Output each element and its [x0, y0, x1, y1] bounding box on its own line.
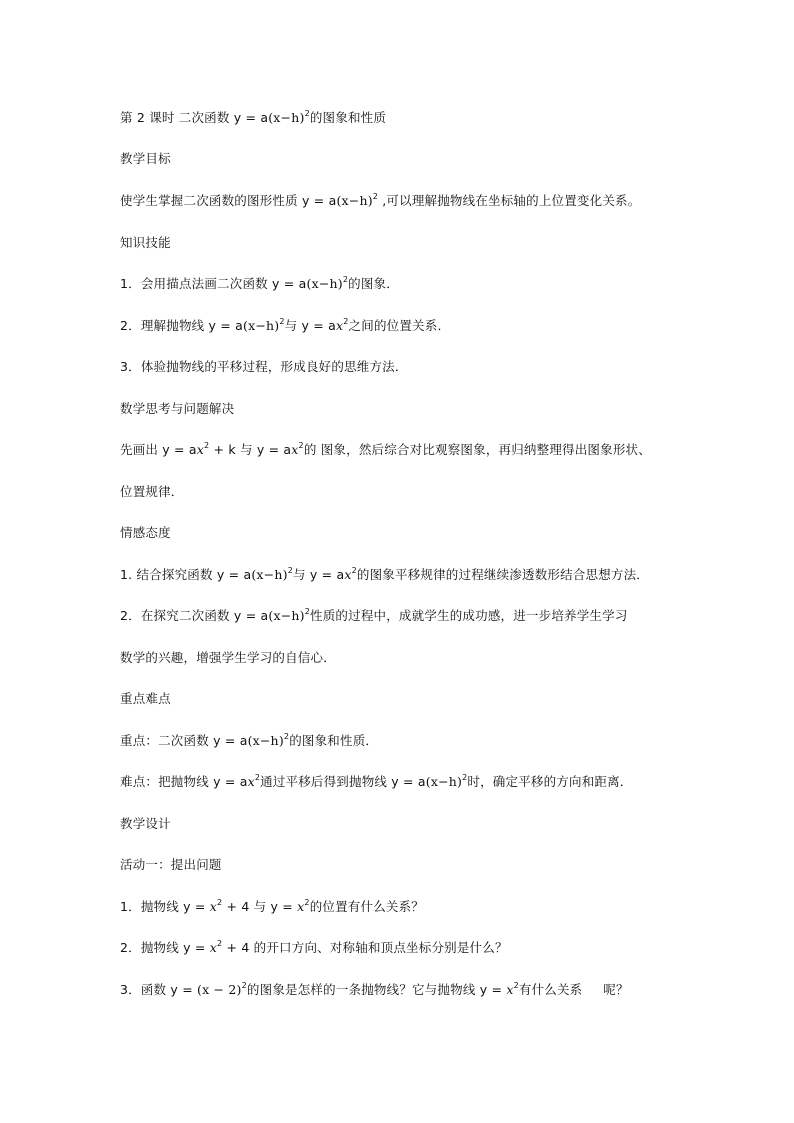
- lesson-title-exponent: 2: [304, 109, 310, 118]
- question-2: [120, 940, 508, 956]
- question-1-suffix: 的位置有什么关系？: [309, 899, 424, 914]
- lesson-title-suffix: 的图象和性质: [309, 110, 387, 125]
- question-2-suffix: + 4 的开口方向、对称轴和顶点坐标分别是什么？: [222, 940, 508, 955]
- skills-item-2-expr: (x−h): [243, 318, 280, 333]
- thinking-exponent-2: 2: [298, 441, 304, 450]
- thinking-prefix: 先画出 y = a: [120, 442, 197, 457]
- attitude-item-1: [120, 567, 649, 583]
- section-heading-design: 教学设计: [120, 816, 171, 831]
- question-3-mid: 的图象是怎样的一条抛物线？它与抛物线 y =: [246, 982, 507, 997]
- attitude-item-1-mid: 与 y = a: [292, 567, 345, 582]
- question-3-exponent: 2: [241, 981, 247, 990]
- goal-text: [120, 193, 640, 209]
- skills-item-3: 3．体验抛物线的平移过程，形成良好的思维方法．: [120, 359, 408, 374]
- skills-item-2-mid: 与 y = a: [284, 318, 336, 333]
- skills-item-1-exponent: 2: [342, 275, 349, 284]
- section-heading-skills: 知识技能: [120, 235, 171, 250]
- section-heading-key-points: 重点难点: [120, 691, 171, 706]
- thinking-mid: + k 与 y = a: [209, 442, 292, 457]
- skills-item-2-suffix: 之间的位置关系．: [348, 318, 451, 333]
- skills-item-2-prefix: 2．理解抛物线 y = a: [120, 318, 244, 333]
- attitude-item-1-exponent-2: 2: [351, 566, 357, 575]
- question-1: [120, 899, 424, 915]
- question-3-suffix: 有什么关系 呢？: [518, 982, 629, 997]
- skills-item-1-suffix: 的图象．: [348, 276, 399, 291]
- attitude-item-2-cont: 数学的兴趣，增强学生学习的自信心．: [120, 650, 336, 665]
- attitude-item-1-exponent: 2: [287, 566, 293, 575]
- skills-item-2-exponent: 2: [279, 317, 285, 326]
- attitude-item-1-suffix: 的图象平移规律的过程继续渗透数形结合思想方法．: [356, 567, 649, 582]
- skills-item-2-exponent-2: 2: [343, 317, 349, 326]
- skills-item-2-var: x: [336, 318, 344, 333]
- attitude-item-1-expr: (x−h): [251, 567, 288, 582]
- lesson-title: [120, 110, 386, 126]
- key-point-focus-expr: (x−h): [247, 733, 284, 748]
- thinking-paragraph: [120, 442, 651, 458]
- attitude-item-2-prefix: 2．在探究二次函数 y = a: [120, 608, 269, 623]
- question-3-var: x: [506, 982, 514, 997]
- section-heading-attitude: 情感态度: [120, 525, 171, 540]
- thinking-var: x: [196, 442, 205, 457]
- key-point-focus: [120, 733, 378, 749]
- key-point-difficulty: [120, 774, 633, 790]
- attitude-item-2-expr: (x−h): [268, 608, 305, 623]
- key-point-difficulty-prefix: 难点：把抛物线 y = a: [120, 774, 248, 789]
- question-3-exponent-2: 2: [513, 981, 519, 990]
- goal-text-prefix: 使学生掌握二次函数的图形性质 y = a: [120, 193, 337, 208]
- question-3: [120, 982, 629, 998]
- goal-text-expr: (x−h): [336, 193, 373, 208]
- key-point-difficulty-var: x: [247, 774, 255, 789]
- activity-title: 活动一：提出问题: [120, 857, 222, 872]
- question-3-expr: (x − 2): [197, 982, 242, 997]
- skills-item-1-expr: (x−h): [306, 276, 343, 291]
- attitude-item-1-prefix: 1. 结合探究函数 y = a: [120, 567, 252, 582]
- key-point-difficulty-expr: (x−h): [425, 774, 463, 789]
- key-point-difficulty-exponent: 2: [254, 773, 261, 782]
- question-2-var: x: [209, 940, 217, 955]
- question-1-exponent: 2: [217, 898, 223, 907]
- thinking-paragraph-cont: 位置规律．: [120, 484, 184, 499]
- key-point-difficulty-suffix: 时，确定平移的方向和距离．: [467, 774, 633, 789]
- question-1-prefix: 1．抛物线 y =: [120, 899, 210, 914]
- section-heading-thinking: 数学思考与问题解决: [120, 401, 235, 416]
- key-point-focus-exponent: 2: [283, 732, 290, 741]
- key-point-focus-suffix: 的图象和性质．: [289, 733, 379, 748]
- question-1-var: x: [209, 899, 217, 914]
- thinking-suffix: 的 图象，然后综合对比观察图象，再归纳整理得出图象形状、: [303, 442, 651, 457]
- key-point-focus-prefix: 重点：二次函数 y = a: [120, 733, 248, 748]
- question-2-prefix: 2．抛物线 y =: [120, 940, 210, 955]
- question-1-var-2: x: [297, 899, 305, 914]
- skills-item-1-prefix: 1．会用描点法画二次函数 y = a: [120, 276, 307, 291]
- skills-item-2: [120, 318, 450, 334]
- attitude-item-2: [120, 608, 628, 624]
- section-heading-goals: 教学目标: [120, 151, 171, 166]
- thinking-exponent: 2: [204, 441, 210, 450]
- key-point-difficulty-exponent-2: 2: [462, 773, 468, 782]
- question-3-prefix: 3．函数 y =: [120, 982, 198, 997]
- question-1-exponent-2: 2: [304, 898, 310, 907]
- key-point-difficulty-mid: 通过平移后得到抛物线 y = a: [260, 774, 426, 789]
- question-2-exponent: 2: [217, 939, 223, 948]
- lesson-title-prefix: 第 2 课时 二次函数 y = a: [120, 110, 269, 125]
- attitude-item-1-var: x: [344, 567, 352, 582]
- skills-item-1: [120, 276, 399, 292]
- goal-text-suffix: ,可以理解抛物线在坐标轴的上位置变化关系。: [378, 193, 641, 208]
- goal-text-exponent: 2: [372, 192, 379, 201]
- attitude-item-2-suffix: 性质的过程中，成就学生的成功感，进一步培养学生学习: [310, 608, 628, 623]
- question-1-mid: + 4 与 y =: [222, 899, 298, 914]
- thinking-var-2: x: [291, 442, 299, 457]
- attitude-item-2-exponent: 2: [304, 607, 311, 616]
- lesson-title-expr: (x−h): [268, 110, 305, 125]
